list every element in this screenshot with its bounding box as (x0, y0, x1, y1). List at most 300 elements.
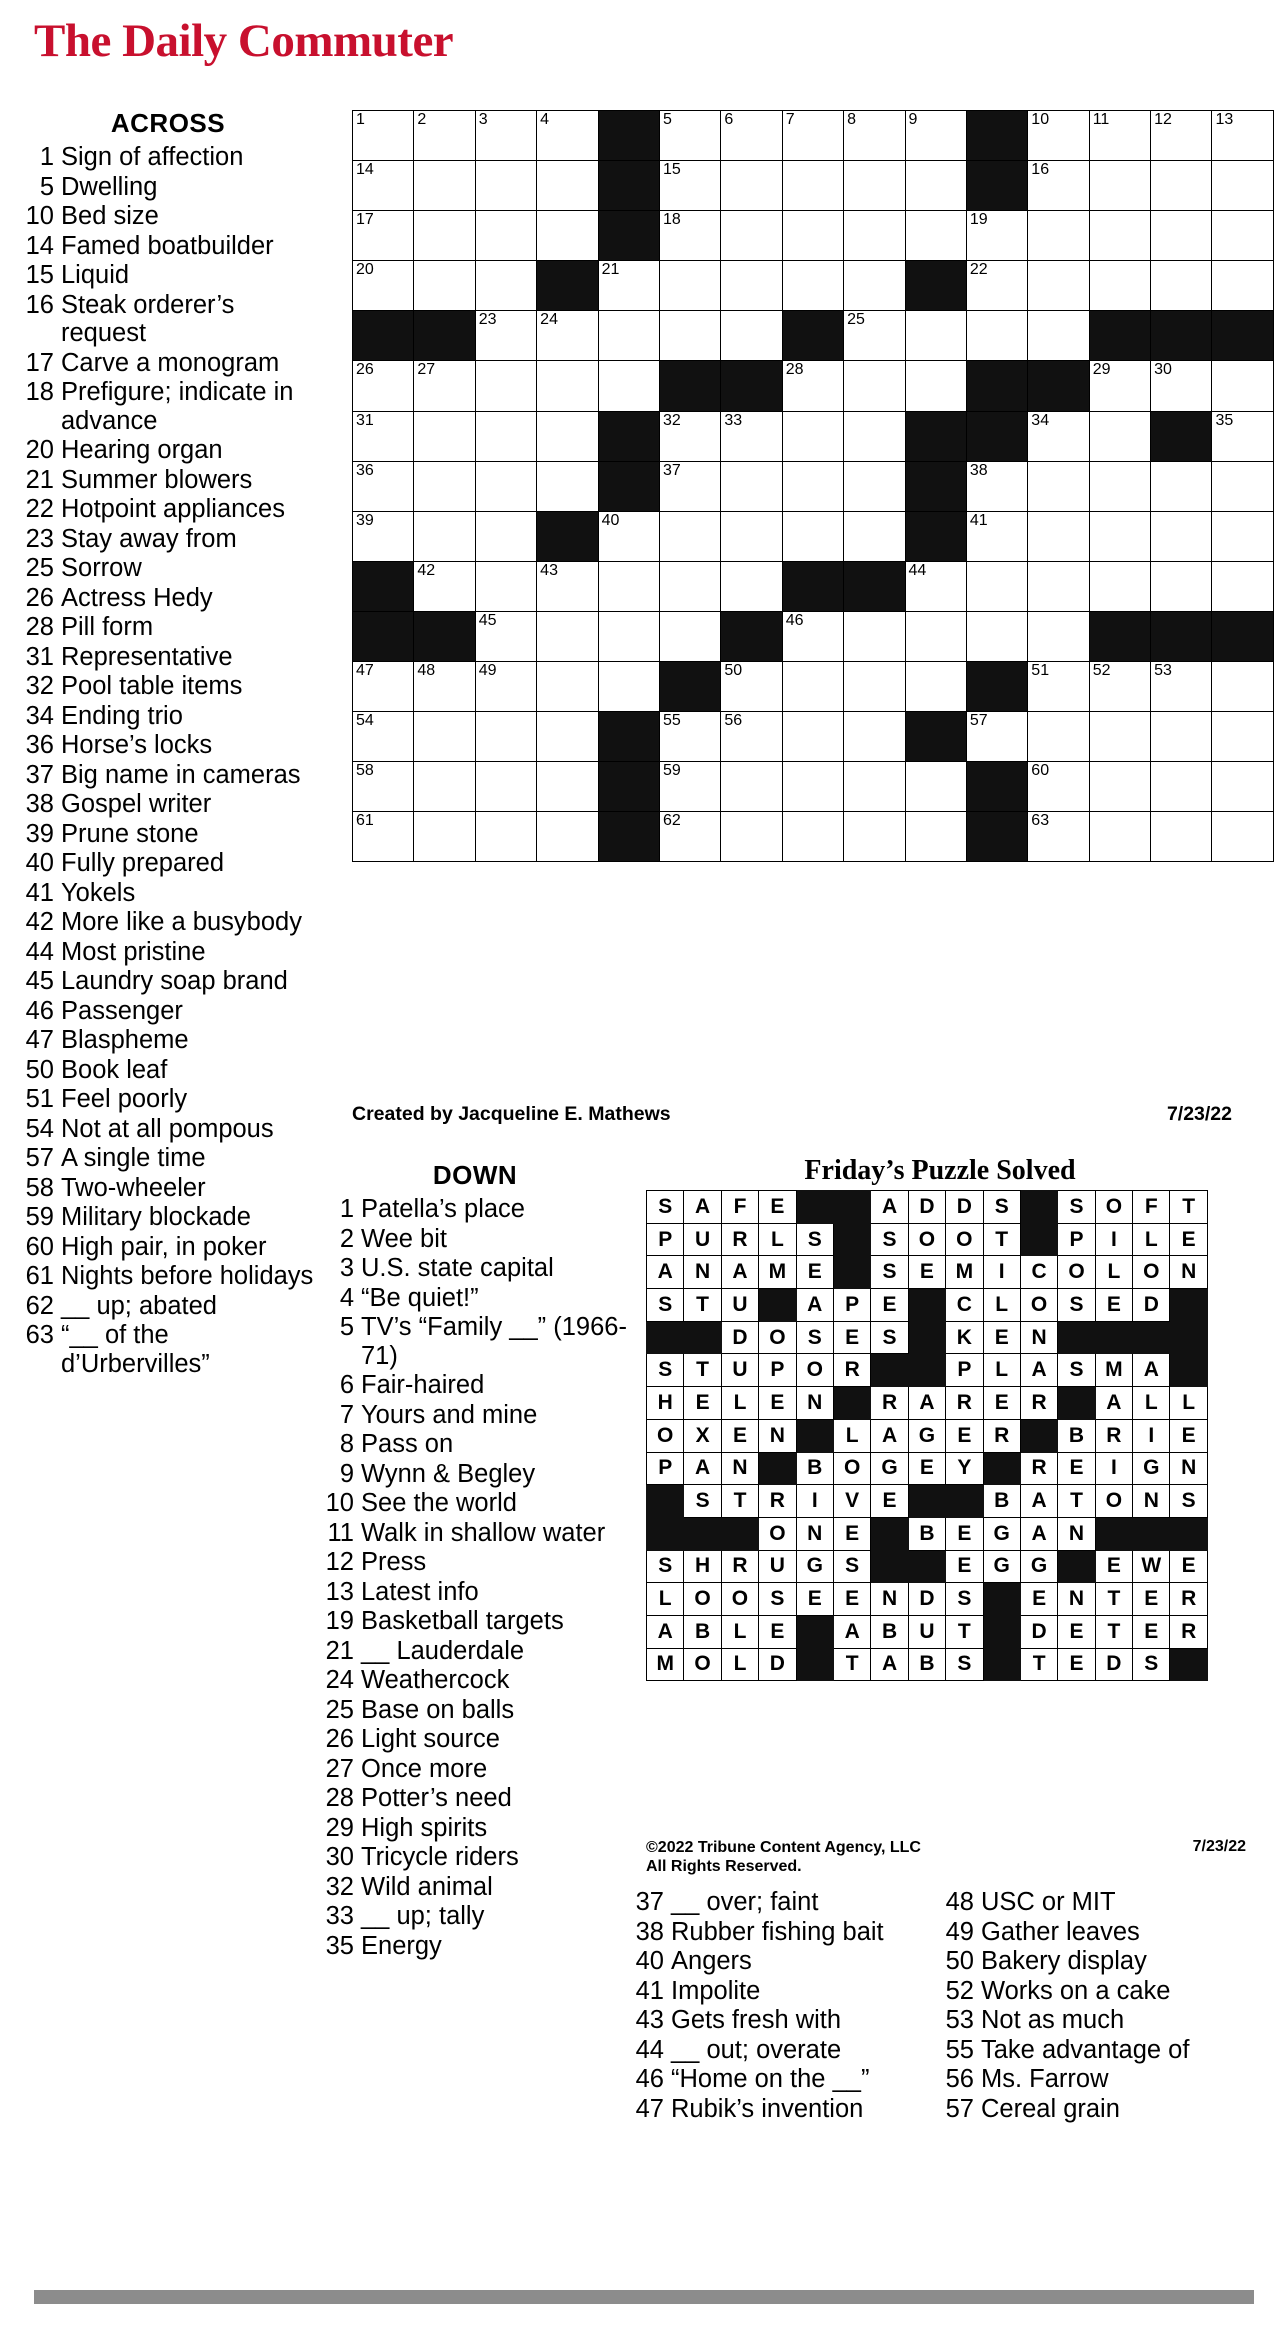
grid-cell[interactable] (844, 211, 905, 261)
grid-cell[interactable] (1151, 111, 1212, 161)
clue-number: 47 (25, 1026, 54, 1054)
grid-cell[interactable] (782, 361, 843, 411)
grid-cell[interactable] (844, 261, 905, 311)
grid-row (353, 461, 1274, 511)
solved-cell: L (721, 1648, 758, 1681)
solved-cell: D (1095, 1648, 1132, 1681)
grid-cell[interactable] (414, 261, 475, 311)
grid-cell[interactable] (1212, 111, 1274, 161)
grid-cell[interactable] (905, 311, 966, 361)
page-title: The Daily Commuter (34, 15, 454, 67)
grid-cell[interactable] (905, 211, 966, 261)
grid-cell[interactable] (1028, 611, 1089, 661)
grid-cell[interactable] (537, 712, 598, 762)
grid-cell[interactable] (1151, 812, 1212, 862)
grid-cell[interactable] (1089, 411, 1150, 461)
grid-cell[interactable] (659, 161, 720, 211)
grid-cell[interactable] (659, 111, 720, 161)
grid-cell[interactable] (1028, 411, 1089, 461)
grid-cell-number: 17 (356, 211, 374, 229)
grid-cell[interactable] (905, 812, 966, 862)
grid-cell[interactable] (475, 511, 536, 561)
grid-cell-number: 46 (785, 611, 804, 629)
grid-cell[interactable] (353, 361, 414, 411)
grid-cell[interactable] (1089, 211, 1150, 261)
clue-number: 37 (635, 1888, 664, 1916)
grid-cell[interactable] (966, 561, 1027, 611)
grid-cell[interactable] (844, 511, 905, 561)
clue-number: 27 (325, 1754, 354, 1783)
grid-cell[interactable] (537, 762, 598, 812)
grid-cell[interactable] (659, 211, 720, 261)
grid-cell[interactable] (1151, 461, 1212, 511)
grid-cell[interactable] (659, 712, 720, 762)
solved-cell-black (908, 1485, 945, 1518)
grid-cell[interactable] (475, 161, 536, 211)
grid-cell[interactable] (1212, 712, 1274, 762)
grid-cell-black (598, 712, 659, 762)
solved-cell: H (647, 1387, 684, 1420)
grid-cell[interactable] (414, 662, 475, 712)
grid-cell[interactable] (1028, 461, 1089, 511)
grid-cell[interactable] (1089, 812, 1150, 862)
grid-cell[interactable] (353, 662, 414, 712)
grid-cell[interactable] (659, 261, 720, 311)
grid-row (353, 311, 1274, 361)
clue-text: Pool table items (61, 672, 243, 700)
grid-cell[interactable] (537, 361, 598, 411)
grid-cell[interactable] (721, 461, 782, 511)
grid-cell[interactable] (844, 111, 905, 161)
grid-cell[interactable] (1212, 812, 1274, 862)
grid-cell[interactable] (475, 361, 536, 411)
solved-cell-black (684, 1517, 721, 1550)
clue-number: 10 (325, 1489, 354, 1517)
grid-cell-number: 10 (1031, 111, 1050, 128)
grid-cell[interactable] (475, 411, 536, 461)
grid-cell[interactable] (721, 311, 782, 361)
clue-number: 21 (325, 1636, 354, 1665)
grid-cell[interactable] (353, 461, 414, 511)
clue-text: Gather leaves (981, 1917, 1140, 1946)
solved-cell: A (1020, 1517, 1057, 1550)
grid-cell[interactable] (721, 712, 782, 762)
clue-text: Gets fresh with (671, 2006, 842, 2034)
grid-cell[interactable] (721, 561, 782, 611)
crossword-grid[interactable] (352, 110, 1274, 862)
grid-cell[interactable] (1212, 211, 1274, 261)
grid-cell[interactable] (905, 762, 966, 812)
grid-cell[interactable] (905, 662, 966, 712)
grid-cell[interactable] (782, 762, 843, 812)
grid-cell[interactable] (1212, 411, 1274, 461)
grid-cell[interactable] (414, 361, 475, 411)
grid-cell[interactable] (1028, 261, 1089, 311)
grid-cell[interactable] (414, 812, 475, 862)
grid-cell[interactable] (1212, 561, 1274, 611)
grid-cell[interactable] (721, 261, 782, 311)
grid-cell[interactable] (1212, 762, 1274, 812)
grid-cell[interactable] (721, 762, 782, 812)
grid-cell[interactable] (1089, 261, 1150, 311)
grid-cell[interactable] (353, 161, 414, 211)
clue-item (320, 1371, 630, 1400)
grid-cell[interactable] (844, 411, 905, 461)
grid-cell[interactable] (782, 812, 843, 862)
grid-cell[interactable] (966, 311, 1027, 361)
grid-cell[interactable] (659, 311, 720, 361)
clue-number: 32 (325, 1872, 354, 1901)
grid-cell[interactable] (966, 461, 1027, 511)
grid-cell[interactable] (537, 211, 598, 261)
grid-cell[interactable] (1151, 762, 1212, 812)
solved-cell: E (796, 1256, 833, 1289)
solved-cell: E (684, 1387, 721, 1420)
down-clues-continued-right (940, 1888, 1260, 2124)
grid-cell[interactable] (1028, 712, 1089, 762)
grid-cell[interactable] (905, 161, 966, 211)
solved-cell-black (833, 1387, 870, 1420)
clue-text: Tricycle riders (361, 1843, 519, 1871)
clue-number: 44 (25, 937, 54, 966)
solved-cell: L (983, 1289, 1020, 1322)
grid-cell[interactable] (414, 111, 475, 161)
grid-cell[interactable] (966, 611, 1027, 661)
clue-number: 63 (25, 1321, 54, 1349)
grid-cell[interactable] (1028, 812, 1089, 862)
grid-cell[interactable] (414, 712, 475, 762)
grid-cell[interactable] (537, 411, 598, 461)
grid-cell[interactable] (721, 662, 782, 712)
grid-cell[interactable] (475, 611, 536, 661)
grid-cell[interactable] (1089, 712, 1150, 762)
solved-cell-black (1020, 1191, 1057, 1224)
solved-cell: P (647, 1223, 684, 1256)
grid-cell[interactable] (475, 261, 536, 311)
grid-cell[interactable] (905, 361, 966, 411)
solved-cell: O (759, 1517, 796, 1550)
grid-cell[interactable] (721, 411, 782, 461)
grid-cell[interactable] (353, 261, 414, 311)
grid-cell[interactable] (1212, 511, 1274, 561)
grid-cell-black (353, 311, 414, 361)
grid-cell[interactable] (1028, 762, 1089, 812)
grid-cell[interactable] (475, 211, 536, 261)
grid-cell[interactable] (659, 411, 720, 461)
clue-number: 28 (325, 1784, 354, 1812)
solved-cell: G (983, 1517, 1020, 1550)
grid-cell[interactable] (659, 762, 720, 812)
grid-cell[interactable] (414, 511, 475, 561)
grid-cell[interactable] (905, 111, 966, 161)
grid-cell[interactable] (782, 411, 843, 461)
solved-cell: E (721, 1419, 758, 1452)
solved-cell: W (1133, 1550, 1170, 1583)
grid-cell[interactable] (1212, 261, 1274, 311)
grid-cell[interactable] (659, 812, 720, 862)
clue-item (18, 908, 318, 937)
grid-cell[interactable] (414, 161, 475, 211)
solved-cell: N (871, 1583, 908, 1616)
grid-cell[interactable] (1212, 161, 1274, 211)
grid-cell[interactable] (844, 662, 905, 712)
grid-cell[interactable] (1028, 161, 1089, 211)
solved-cell: T (684, 1354, 721, 1387)
grid-cell-number: 45 (478, 611, 497, 629)
clue-item (940, 2036, 1260, 2065)
solved-cell-black (1095, 1517, 1132, 1550)
solved-cell: M (647, 1648, 684, 1681)
grid-cell[interactable] (537, 611, 598, 661)
solved-cell: E (908, 1256, 945, 1289)
grid-cell[interactable] (598, 311, 659, 361)
grid-cell[interactable] (782, 161, 843, 211)
grid-cell[interactable] (475, 311, 536, 361)
clue-number: 10 (25, 202, 54, 230)
grid-row (353, 111, 1274, 161)
grid-cell[interactable] (659, 561, 720, 611)
clue-item (630, 1947, 930, 1976)
grid-cell[interactable] (1212, 662, 1274, 712)
clue-text: Bakery display (981, 1947, 1147, 1975)
clue-number: 31 (25, 642, 54, 671)
grid-cell[interactable] (1151, 261, 1212, 311)
grid-cell[interactable] (905, 611, 966, 661)
grid-cell[interactable] (1028, 311, 1089, 361)
grid-cell[interactable] (353, 211, 414, 261)
grid-cell[interactable] (1089, 461, 1150, 511)
grid-cell[interactable] (1028, 561, 1089, 611)
grid-cell[interactable] (1089, 561, 1150, 611)
solved-cell: R (946, 1387, 983, 1420)
grid-cell[interactable] (1089, 161, 1150, 211)
grid-cell[interactable] (1151, 511, 1212, 561)
solved-cell: S (833, 1550, 870, 1583)
grid-cell[interactable] (782, 211, 843, 261)
clue-number: 46 (25, 996, 54, 1025)
solved-cell: R (833, 1354, 870, 1387)
solved-puzzle-heading: Friday’s Puzzle Solved (804, 1155, 1076, 1186)
grid-cell[interactable] (1089, 361, 1150, 411)
solved-cell: T (721, 1485, 758, 1518)
clue-text: Once more (361, 1754, 488, 1783)
grid-cell[interactable] (721, 812, 782, 862)
grid-cell[interactable] (1028, 111, 1089, 161)
grid-cell-black (966, 361, 1027, 411)
clue-text: Wynn & Begley (361, 1459, 536, 1488)
grid-cell[interactable] (844, 461, 905, 511)
grid-row (353, 211, 1274, 261)
grid-cell-black (353, 611, 414, 661)
grid-cell[interactable] (844, 762, 905, 812)
solved-cell: F (1133, 1191, 1170, 1224)
grid-cell[interactable] (537, 461, 598, 511)
grid-cell[interactable] (1089, 662, 1150, 712)
grid-cell[interactable] (353, 712, 414, 762)
grid-cell-black (966, 762, 1027, 812)
grid-cell[interactable] (598, 361, 659, 411)
grid-cell[interactable] (475, 111, 536, 161)
clue-item (320, 1814, 630, 1843)
down-clue-list (320, 1195, 630, 1960)
solved-row (647, 1354, 1208, 1387)
grid-cell[interactable] (782, 261, 843, 311)
copyright-line1: ©2022 Tribune Content Agency, LLC (646, 1839, 921, 1856)
solved-cell: F (721, 1191, 758, 1224)
clue-number: 21 (25, 465, 54, 494)
grid-cell[interactable] (1028, 211, 1089, 261)
grid-cell[interactable] (414, 461, 475, 511)
grid-cell[interactable] (353, 111, 414, 161)
grid-cell[interactable] (905, 561, 966, 611)
grid-cell-black (598, 111, 659, 161)
grid-cell[interactable] (721, 161, 782, 211)
grid-cell[interactable] (1089, 111, 1150, 161)
grid-cell[interactable] (1151, 161, 1212, 211)
clue-number: 57 (25, 1144, 54, 1172)
grid-cell[interactable] (721, 511, 782, 561)
grid-cell[interactable] (537, 311, 598, 361)
grid-cell[interactable] (782, 712, 843, 762)
grid-cell[interactable] (844, 712, 905, 762)
grid-cell-number: 39 (356, 511, 374, 529)
down-clues-column (320, 1160, 630, 1961)
clue-number: 15 (25, 261, 54, 289)
solved-cell: E (908, 1452, 945, 1485)
clue-item (18, 261, 318, 290)
grid-cell[interactable] (1151, 561, 1212, 611)
solved-cell: T (1020, 1648, 1057, 1681)
grid-cell[interactable] (598, 511, 659, 561)
clue-text: Horse’s locks (61, 731, 213, 759)
grid-cell[interactable] (659, 461, 720, 511)
grid-cell[interactable] (844, 361, 905, 411)
solved-cell-black (1058, 1387, 1095, 1420)
grid-cell-number: 57 (969, 712, 988, 730)
clue-number: 41 (25, 878, 54, 907)
grid-cell[interactable] (721, 211, 782, 261)
grid-cell[interactable] (353, 411, 414, 461)
grid-cell-number: 59 (662, 762, 681, 780)
clue-item (320, 1460, 630, 1489)
grid-cell[interactable] (844, 812, 905, 862)
grid-cell[interactable] (844, 161, 905, 211)
grid-cell[interactable] (414, 211, 475, 261)
grid-cell[interactable] (1089, 511, 1150, 561)
grid-cell[interactable] (659, 611, 720, 661)
clue-item (320, 1489, 630, 1518)
grid-cell[interactable] (966, 511, 1027, 561)
grid-cell[interactable] (782, 611, 843, 661)
grid-cell-number: 53 (1154, 662, 1172, 680)
grid-cell[interactable] (353, 812, 414, 862)
grid-cell[interactable] (782, 111, 843, 161)
grid-cell-number: 35 (1215, 411, 1234, 429)
grid-cell[interactable] (537, 561, 598, 611)
clue-number: 11 (327, 1518, 354, 1547)
grid-cell[interactable] (475, 662, 536, 712)
grid-cell[interactable] (1151, 712, 1212, 762)
grid-cell[interactable] (782, 511, 843, 561)
clue-number: 50 (25, 1055, 54, 1084)
grid-cell[interactable] (353, 762, 414, 812)
grid-cell[interactable] (475, 762, 536, 812)
grid-cell[interactable] (659, 511, 720, 561)
grid-cell[interactable] (537, 161, 598, 211)
grid-cell-black (905, 461, 966, 511)
clue-item (320, 1784, 630, 1813)
solved-cell: N (1170, 1452, 1207, 1485)
grid-row (353, 762, 1274, 812)
grid-cell[interactable] (1089, 762, 1150, 812)
solved-cell: A (721, 1256, 758, 1289)
grid-cell[interactable] (475, 561, 536, 611)
clue-text: “Home on the __” (671, 2065, 870, 2093)
grid-cell[interactable] (782, 662, 843, 712)
grid-cell[interactable] (966, 712, 1027, 762)
grid-cell[interactable] (475, 812, 536, 862)
clue-text: Feel poorly (61, 1085, 188, 1113)
solved-cell-black (983, 1648, 1020, 1681)
grid-cell[interactable] (1151, 211, 1212, 261)
solved-cell: R (1095, 1419, 1132, 1452)
grid-cell[interactable] (1212, 361, 1274, 411)
grid-cell[interactable] (598, 611, 659, 661)
credit-date: 7/23/22 (1166, 1103, 1232, 1125)
grid-cell[interactable] (414, 411, 475, 461)
solved-cell-black (1170, 1354, 1207, 1387)
grid-cell[interactable] (598, 662, 659, 712)
grid-cell[interactable] (537, 662, 598, 712)
clue-number: 12 (325, 1548, 354, 1576)
grid-cell[interactable] (844, 611, 905, 661)
clue-item (940, 2006, 1260, 2035)
grid-cell[interactable] (966, 211, 1027, 261)
grid-cell[interactable] (721, 111, 782, 161)
grid-cell[interactable] (782, 461, 843, 511)
grid-cell[interactable] (353, 511, 414, 561)
grid-cell[interactable] (1028, 662, 1089, 712)
solved-cell: B (908, 1517, 945, 1550)
grid-cell[interactable] (414, 561, 475, 611)
grid-cell[interactable] (475, 461, 536, 511)
solved-cell: U (721, 1289, 758, 1322)
grid-cell[interactable] (598, 261, 659, 311)
grid-cell[interactable] (966, 261, 1027, 311)
grid-cell-number: 26 (356, 361, 374, 379)
solved-cell: O (1133, 1256, 1170, 1289)
grid-cell[interactable] (1028, 511, 1089, 561)
grid-row (353, 261, 1274, 311)
grid-cell[interactable] (537, 111, 598, 161)
grid-cell[interactable] (537, 812, 598, 862)
clue-item (18, 790, 318, 819)
grid-cell[interactable] (414, 762, 475, 812)
grid-cell-number: 52 (1092, 662, 1111, 680)
clue-number: 19 (325, 1607, 354, 1635)
grid-cell[interactable] (1151, 662, 1212, 712)
grid-cell[interactable] (1212, 461, 1274, 511)
grid-cell-number: 23 (478, 311, 497, 329)
grid-cell[interactable] (1151, 361, 1212, 411)
grid-cell[interactable] (475, 712, 536, 762)
solved-cell: R (1020, 1452, 1057, 1485)
grid-cell-black (844, 561, 905, 611)
grid-cell[interactable] (844, 311, 905, 361)
grid-cell[interactable] (598, 561, 659, 611)
clue-number: 59 (25, 1203, 54, 1231)
clue-number: 40 (25, 849, 54, 877)
